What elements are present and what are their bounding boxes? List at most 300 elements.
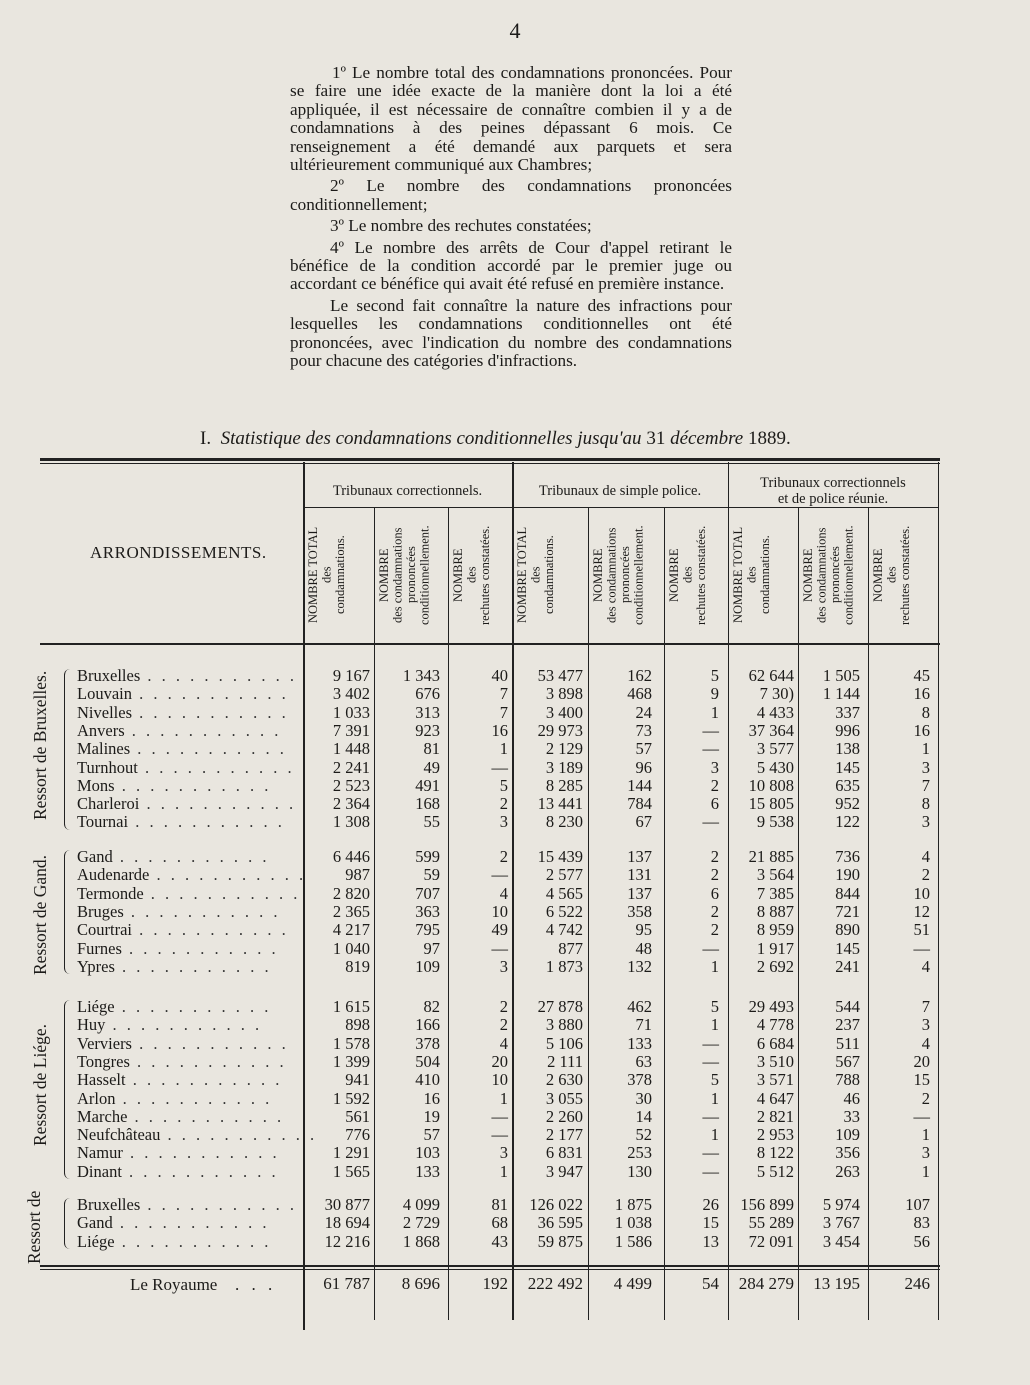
table-title-italic: Statistique des condamnations conditionnelles jusqu'au bbox=[220, 428, 642, 449]
table-cell: 2 241 bbox=[332, 757, 370, 777]
table-cell: 20 bbox=[913, 1051, 930, 1071]
table-top-rule-thin bbox=[40, 463, 940, 464]
table-cell: 55 bbox=[423, 812, 440, 832]
table-cell: 2 bbox=[921, 1088, 930, 1108]
row-name bbox=[77, 740, 301, 758]
table-cell: 241 bbox=[835, 956, 860, 976]
table-cell: 2 bbox=[499, 997, 508, 1016]
table-cell: 2 523 bbox=[332, 775, 370, 795]
row-name bbox=[77, 759, 301, 777]
table-cell: 1 bbox=[921, 1125, 930, 1145]
table-cell: — bbox=[913, 1106, 930, 1126]
table-cell: 877 bbox=[558, 938, 583, 958]
table-cell: 3 571 bbox=[756, 1070, 794, 1090]
table-cell: 1 578 bbox=[332, 1033, 370, 1053]
table-cell: 3 947 bbox=[545, 1161, 583, 1181]
section-brace-3 bbox=[64, 1000, 71, 1179]
table-cell: 13 bbox=[702, 1231, 719, 1251]
table-cell: 29 493 bbox=[748, 997, 794, 1016]
table-cell: 2 bbox=[921, 865, 930, 885]
table-cell: 1 bbox=[710, 1015, 719, 1035]
row-name bbox=[77, 1125, 318, 1145]
table-cell: 468 bbox=[627, 684, 652, 704]
leader-dots: . . . . . . . . . . . bbox=[112, 1213, 270, 1233]
table-cell: 162 bbox=[627, 666, 652, 685]
table-cell: 40 bbox=[491, 666, 508, 685]
row-name-label: Dinant bbox=[77, 1161, 122, 1181]
table-cell: 4 bbox=[499, 1033, 508, 1053]
table-cell: 168 bbox=[415, 794, 440, 814]
table-cell: 378 bbox=[415, 1033, 440, 1053]
table-cell: 81 bbox=[423, 739, 440, 759]
table-cell: 358 bbox=[627, 901, 652, 921]
table-cell: 138 bbox=[835, 739, 860, 759]
table-cell: 46 bbox=[843, 1088, 860, 1108]
table-cell: — bbox=[491, 757, 508, 777]
table-cell: 144 bbox=[627, 775, 652, 795]
row-name-label: Gand bbox=[77, 847, 113, 866]
table-cell: 24 bbox=[635, 702, 652, 722]
leader-dots: . . . . . . . . . . . bbox=[137, 757, 295, 777]
table-cell: 6 684 bbox=[756, 1033, 794, 1053]
table-cell: 2 bbox=[710, 865, 719, 885]
table-cell: 1 033 bbox=[332, 702, 370, 722]
table-cell: 3 400 bbox=[545, 702, 583, 722]
table-cell: 1 bbox=[921, 1161, 930, 1181]
table-cell: 599 bbox=[415, 847, 440, 866]
table-cell: 3 bbox=[499, 956, 508, 976]
row-name bbox=[77, 1071, 301, 1089]
table-cell: 1 bbox=[921, 739, 930, 759]
table-cell: 30 877 bbox=[324, 1195, 370, 1214]
table-cell: 337 bbox=[835, 702, 860, 722]
table-cell: 37 364 bbox=[748, 720, 794, 740]
table-cell: 3 189 bbox=[545, 757, 583, 777]
table-cell: 707 bbox=[415, 883, 440, 903]
table-cell: 4 565 bbox=[545, 883, 583, 903]
table-cell: 26 bbox=[702, 1195, 719, 1214]
row-name bbox=[77, 1108, 301, 1126]
table-cell: 33 bbox=[843, 1106, 860, 1126]
table-cell: 2 953 bbox=[756, 1125, 794, 1145]
row-name bbox=[77, 704, 301, 722]
section-brace-4 bbox=[64, 1198, 71, 1249]
row-name bbox=[77, 1196, 301, 1214]
table-cell: 3 767 bbox=[822, 1213, 860, 1233]
table-cell: 109 bbox=[835, 1125, 860, 1145]
table-cell: 1 291 bbox=[332, 1143, 370, 1163]
leader-dots: . . . . . . . . . . . bbox=[114, 775, 272, 795]
column-rule-7 bbox=[798, 507, 799, 1320]
table-cell: 145 bbox=[835, 938, 860, 958]
group-header-rule bbox=[303, 507, 938, 508]
table-cell: 56 bbox=[913, 1231, 930, 1251]
row-name-label: Verviers bbox=[77, 1033, 132, 1053]
table-cell: 4 433 bbox=[756, 702, 794, 722]
table-cell: 21 885 bbox=[748, 847, 794, 866]
total-bottom-rule bbox=[303, 1298, 305, 1330]
arrondissements-header: ARRONDISSEMENTS. bbox=[90, 543, 267, 562]
table-cell: 844 bbox=[835, 883, 860, 903]
table-cell: 2 bbox=[710, 775, 719, 795]
leader-dots: . . . . . . . . . . . bbox=[127, 1106, 285, 1126]
table-cell: 4 647 bbox=[756, 1088, 794, 1108]
ressort-label-3: Ressort de Liége. bbox=[30, 1024, 50, 1146]
table-cell: 95 bbox=[635, 920, 652, 940]
table-cell: 3 bbox=[710, 757, 719, 777]
column-header-2: NOMBRE des condamnations prononcées conditionnellement. bbox=[377, 525, 432, 625]
table-cell: 1 038 bbox=[614, 1213, 652, 1233]
table-cell: 10 bbox=[491, 901, 508, 921]
table-cell: 10 808 bbox=[748, 775, 794, 795]
table-cell: 166 bbox=[415, 1015, 440, 1035]
column-rule-9 bbox=[938, 462, 939, 1320]
total-leader-dots: . . . bbox=[235, 1275, 277, 1294]
group-header-1: Tribunaux correctionnels. bbox=[332, 483, 483, 499]
column-header-7: NOMBRE TOTAL des condamnations. bbox=[731, 526, 772, 624]
table-cell: 12 bbox=[913, 901, 930, 921]
table-cell: 5 bbox=[499, 775, 508, 795]
table-cell: 987 bbox=[345, 865, 370, 885]
table-cell: 8 230 bbox=[545, 812, 583, 832]
total-cell: 192 bbox=[482, 1274, 508, 1293]
row-name bbox=[77, 777, 301, 795]
table-cell: 1 bbox=[710, 1088, 719, 1108]
column-header-9: NOMBRE des rechutes constatées. bbox=[871, 525, 912, 625]
table-cell: 544 bbox=[835, 997, 860, 1016]
leader-dots: . . . . . . . . . . . bbox=[115, 1088, 273, 1108]
table-cell: 2 260 bbox=[545, 1106, 583, 1126]
table-cell: 18 694 bbox=[324, 1213, 370, 1233]
table-title-prefix: I. bbox=[200, 428, 212, 449]
table-cell: 59 bbox=[423, 865, 440, 885]
row-name bbox=[77, 722, 301, 740]
leader-dots: . . . . . . . . . . . bbox=[149, 865, 307, 885]
table-cell: 1 040 bbox=[332, 938, 370, 958]
table-cell: 1 bbox=[499, 1161, 508, 1181]
total-cell: 8 696 bbox=[401, 1274, 440, 1293]
table-cell: 96 bbox=[635, 757, 652, 777]
row-name bbox=[77, 813, 301, 831]
table-cell: 16 bbox=[423, 1088, 440, 1108]
total-cell: 284 279 bbox=[738, 1274, 794, 1293]
row-name-label: Namur bbox=[77, 1143, 123, 1163]
table-cell: 29 973 bbox=[537, 720, 583, 740]
table-cell: 635 bbox=[835, 775, 860, 795]
row-name bbox=[77, 1090, 301, 1108]
table-cell: 133 bbox=[627, 1033, 652, 1053]
table-cell: 10 bbox=[913, 883, 930, 903]
table-cell: 55 289 bbox=[748, 1213, 794, 1233]
table-cell: 62 644 bbox=[748, 666, 794, 685]
table-cell: 8 bbox=[921, 794, 930, 814]
table-cell: 819 bbox=[345, 956, 370, 976]
table-cell: 3 577 bbox=[756, 739, 794, 759]
table-cell: 4 bbox=[499, 883, 508, 903]
table-cell: 1 bbox=[499, 739, 508, 759]
row-name bbox=[77, 1016, 301, 1034]
leader-dots: . . . . . . . . . . . bbox=[122, 1143, 280, 1163]
table-title-day: 31 bbox=[646, 428, 666, 449]
table-cell: — bbox=[913, 938, 930, 958]
group-header-2: Tribunaux de simple police. bbox=[538, 483, 702, 499]
table-cell: 3 bbox=[921, 757, 930, 777]
total-cell: 61 787 bbox=[323, 1274, 370, 1293]
page-number: 4 bbox=[509, 18, 521, 43]
column-header-4: NOMBRE TOTAL des condamnations. bbox=[515, 526, 556, 624]
row-name-label: Tournai bbox=[77, 812, 129, 832]
table-cell: 1 873 bbox=[545, 956, 583, 976]
table-cell: 15 bbox=[913, 1070, 930, 1090]
table-top-rule bbox=[40, 458, 940, 461]
row-name bbox=[77, 1144, 301, 1162]
table-cell: 721 bbox=[835, 901, 860, 921]
table-cell: — bbox=[491, 865, 508, 885]
leader-dots: . . . . . . . . . . . bbox=[121, 938, 279, 958]
table-cell: 736 bbox=[835, 847, 860, 866]
table-cell: 1 bbox=[499, 1088, 508, 1108]
table-cell: 996 bbox=[835, 720, 860, 740]
table-cell: 49 bbox=[423, 757, 440, 777]
row-name-label: Liége bbox=[77, 997, 115, 1016]
table-cell: 4 217 bbox=[332, 920, 370, 940]
table-cell: 1 868 bbox=[402, 1231, 440, 1251]
table-cell: 784 bbox=[627, 794, 652, 814]
table-cell: 63 bbox=[635, 1051, 652, 1071]
table-cell: 1 bbox=[710, 956, 719, 976]
table-cell: 59 875 bbox=[537, 1231, 583, 1251]
table-cell: 410 bbox=[415, 1070, 440, 1090]
table-cell: 237 bbox=[835, 1015, 860, 1035]
table-cell: 788 bbox=[835, 1070, 860, 1090]
row-name-label: Ypres bbox=[77, 956, 115, 976]
table-cell: 13 441 bbox=[537, 794, 583, 814]
table-cell: 2 bbox=[710, 920, 719, 940]
table-cell: 6 446 bbox=[332, 847, 370, 866]
table-cell: 2 364 bbox=[332, 794, 370, 814]
table-cell: 130 bbox=[627, 1161, 652, 1181]
row-name bbox=[77, 1053, 301, 1071]
row-name-label: Marche bbox=[77, 1106, 128, 1126]
table-cell: — bbox=[702, 1143, 719, 1163]
table-cell: 97 bbox=[423, 938, 440, 958]
row-name bbox=[77, 885, 301, 903]
table-cell: 4 bbox=[921, 956, 930, 976]
table-cell: 313 bbox=[415, 702, 440, 722]
table-cell: 567 bbox=[835, 1051, 860, 1071]
row-name-label: Bruxelles bbox=[77, 1195, 141, 1214]
table-cell: — bbox=[491, 1125, 508, 1145]
table-cell: 30 bbox=[635, 1088, 652, 1108]
row-name-label: Neufchâteau bbox=[77, 1125, 161, 1145]
table-title-month: décembre bbox=[670, 428, 744, 449]
table-cell: 263 bbox=[835, 1161, 860, 1181]
table-cell: 49 bbox=[491, 920, 508, 940]
row-name bbox=[77, 1214, 301, 1232]
table-cell: 676 bbox=[415, 684, 440, 704]
row-name bbox=[77, 667, 301, 685]
row-name-label: Louvain bbox=[77, 684, 132, 704]
leader-dots: . . . . . . . . . . . bbox=[132, 920, 289, 940]
row-name-label: Furnes bbox=[77, 938, 122, 958]
table-cell: 511 bbox=[835, 1033, 860, 1053]
table-cell: 2 821 bbox=[756, 1106, 794, 1126]
table-cell: 5 bbox=[710, 1070, 719, 1090]
table-cell: 137 bbox=[627, 847, 652, 866]
table-cell: 2 bbox=[499, 1015, 508, 1035]
total-top-rule bbox=[40, 1265, 940, 1267]
table-cell: 68 bbox=[491, 1213, 508, 1233]
table-cell: 16 bbox=[913, 684, 930, 704]
table-cell: — bbox=[702, 720, 719, 740]
table-cell: 4 bbox=[921, 1033, 930, 1053]
table-cell: 5 512 bbox=[756, 1161, 794, 1181]
intro-text bbox=[290, 64, 732, 374]
leader-dots: . . . . . . . . . . . bbox=[125, 1070, 283, 1090]
table-cell: 1 917 bbox=[756, 938, 794, 958]
table-cell: 3 bbox=[921, 1143, 930, 1163]
column-rule-6 bbox=[728, 462, 729, 1320]
table-cell: 1 615 bbox=[332, 997, 370, 1016]
row-name-label: Liége bbox=[77, 1231, 115, 1251]
ressort-label-2: Ressort de Gand. bbox=[30, 854, 50, 976]
table-cell: 67 bbox=[635, 812, 652, 832]
table-cell: — bbox=[702, 1106, 719, 1126]
table-cell: 2 129 bbox=[545, 739, 583, 759]
row-name-label: Bruges bbox=[77, 901, 124, 921]
row-name-label: Tongres bbox=[77, 1051, 130, 1071]
row-name bbox=[77, 795, 301, 813]
table-cell: 51 bbox=[913, 920, 930, 940]
total-top-rule-thin bbox=[40, 1269, 940, 1270]
column-rule-1 bbox=[374, 507, 375, 1320]
leader-dots: . . . . . . . . . . . bbox=[112, 847, 270, 866]
row-name-label: Hasselt bbox=[77, 1070, 126, 1090]
leader-dots: . . . . . . . . . . . bbox=[129, 1051, 287, 1071]
table-cell: 8 bbox=[921, 702, 930, 722]
table-cell: 4 099 bbox=[402, 1195, 440, 1214]
table-cell: 43 bbox=[491, 1231, 508, 1251]
table-cell: 14 bbox=[635, 1106, 652, 1126]
section-brace-1 bbox=[64, 669, 71, 830]
table-cell: 8 887 bbox=[756, 901, 794, 921]
column-rule-4 bbox=[588, 507, 589, 1320]
row-name-label: Arlon bbox=[77, 1088, 116, 1108]
table-cell: 71 bbox=[635, 1015, 652, 1035]
row-name-label: Malines bbox=[77, 739, 131, 759]
table-cell: 27 878 bbox=[537, 997, 583, 1016]
table-cell: 2 bbox=[499, 847, 508, 866]
row-name bbox=[77, 903, 301, 921]
intro-paragraph-2: 2º Le nombre des condamnations prononcées conditionnellement; bbox=[290, 176, 732, 214]
ressort-label-1: Ressort de Bruxelles. bbox=[30, 670, 50, 820]
row-name bbox=[77, 1233, 301, 1251]
table-cell: 107 bbox=[905, 1195, 930, 1214]
row-name bbox=[77, 940, 301, 958]
row-name bbox=[77, 865, 307, 885]
table-cell: — bbox=[702, 812, 719, 832]
table-cell: 2 729 bbox=[402, 1213, 440, 1233]
row-name-label: Gand bbox=[77, 1213, 113, 1233]
row-name bbox=[77, 848, 301, 866]
table-cell: 6 bbox=[710, 883, 719, 903]
row-name-label: Courtrai bbox=[77, 920, 132, 940]
leader-dots: . . . . . . . . . . . bbox=[105, 1015, 263, 1035]
leader-dots: . . . . . . . . . . . bbox=[123, 901, 281, 921]
table-cell: 156 899 bbox=[740, 1195, 794, 1214]
table-cell: 1 448 bbox=[332, 739, 370, 759]
total-cell: 246 bbox=[904, 1274, 930, 1293]
table-cell: 363 bbox=[415, 901, 440, 921]
row-name bbox=[77, 958, 301, 976]
table-cell: 4 742 bbox=[545, 920, 583, 940]
table-cell: 462 bbox=[627, 997, 652, 1016]
table-cell: 137 bbox=[627, 883, 652, 903]
table-cell: 36 595 bbox=[537, 1213, 583, 1233]
table-cell: 1 586 bbox=[614, 1231, 652, 1251]
row-name-label: Charleroi bbox=[77, 794, 140, 814]
table-cell: 48 bbox=[635, 938, 652, 958]
table-cell: 3 898 bbox=[545, 684, 583, 704]
table-cell: 6 522 bbox=[545, 901, 583, 921]
table-cell: 8 959 bbox=[756, 920, 794, 940]
column-header-6: NOMBRE des rechutes constatées. bbox=[667, 525, 708, 625]
table-cell: 1 592 bbox=[332, 1088, 370, 1108]
table-cell: 7 30) bbox=[759, 684, 794, 704]
table-cell: 16 bbox=[491, 720, 508, 740]
table-cell: 1 308 bbox=[332, 812, 370, 832]
table-cell: 145 bbox=[835, 757, 860, 777]
group-header-3: Tribunaux correctionnels et de police réunie. bbox=[760, 475, 906, 507]
table-cell: 3 bbox=[499, 1143, 508, 1163]
table-cell: 9 167 bbox=[332, 666, 370, 685]
table-cell: — bbox=[702, 1161, 719, 1181]
table-cell: 133 bbox=[415, 1161, 440, 1181]
total-cell: 222 492 bbox=[527, 1274, 583, 1293]
total-cell: 54 bbox=[702, 1274, 719, 1293]
table-cell: 3 510 bbox=[756, 1051, 794, 1071]
column-rule-2 bbox=[448, 507, 449, 1320]
table-cell: 561 bbox=[345, 1106, 370, 1126]
table-cell: 6 bbox=[710, 794, 719, 814]
table-cell: 3 402 bbox=[332, 684, 370, 704]
row-name bbox=[77, 1163, 301, 1181]
table-cell: 5 bbox=[710, 666, 719, 685]
intro-paragraph-3: 3º Le nombre des rechutes constatées; bbox=[330, 216, 592, 236]
row-name-label: Turnhout bbox=[77, 757, 138, 777]
table-cell: 2 111 bbox=[547, 1051, 583, 1071]
table-cell: 3 bbox=[499, 812, 508, 832]
table-cell: 10 bbox=[491, 1070, 508, 1090]
row-name bbox=[77, 998, 301, 1016]
table-cell: 3 bbox=[921, 1015, 930, 1035]
leader-dots: . . . . . . . . . . . bbox=[124, 720, 282, 740]
row-name-label: Anvers bbox=[77, 720, 125, 740]
table-cell: 3 454 bbox=[822, 1231, 860, 1251]
table-cell: 5 bbox=[710, 997, 719, 1016]
table-cell: 1 505 bbox=[822, 666, 860, 685]
table-cell: 491 bbox=[415, 775, 440, 795]
table-cell: 2 177 bbox=[545, 1125, 583, 1145]
table-cell: 2 630 bbox=[545, 1070, 583, 1090]
table-cell: 3 055 bbox=[545, 1088, 583, 1108]
column-rule-8 bbox=[868, 507, 869, 1320]
table-cell: 2 bbox=[710, 847, 719, 866]
leader-dots: . . . . . . . . . . . bbox=[130, 739, 287, 759]
table-cell: 4 778 bbox=[756, 1015, 794, 1035]
table-cell: 795 bbox=[415, 920, 440, 940]
total-cell: 4 499 bbox=[613, 1274, 652, 1293]
